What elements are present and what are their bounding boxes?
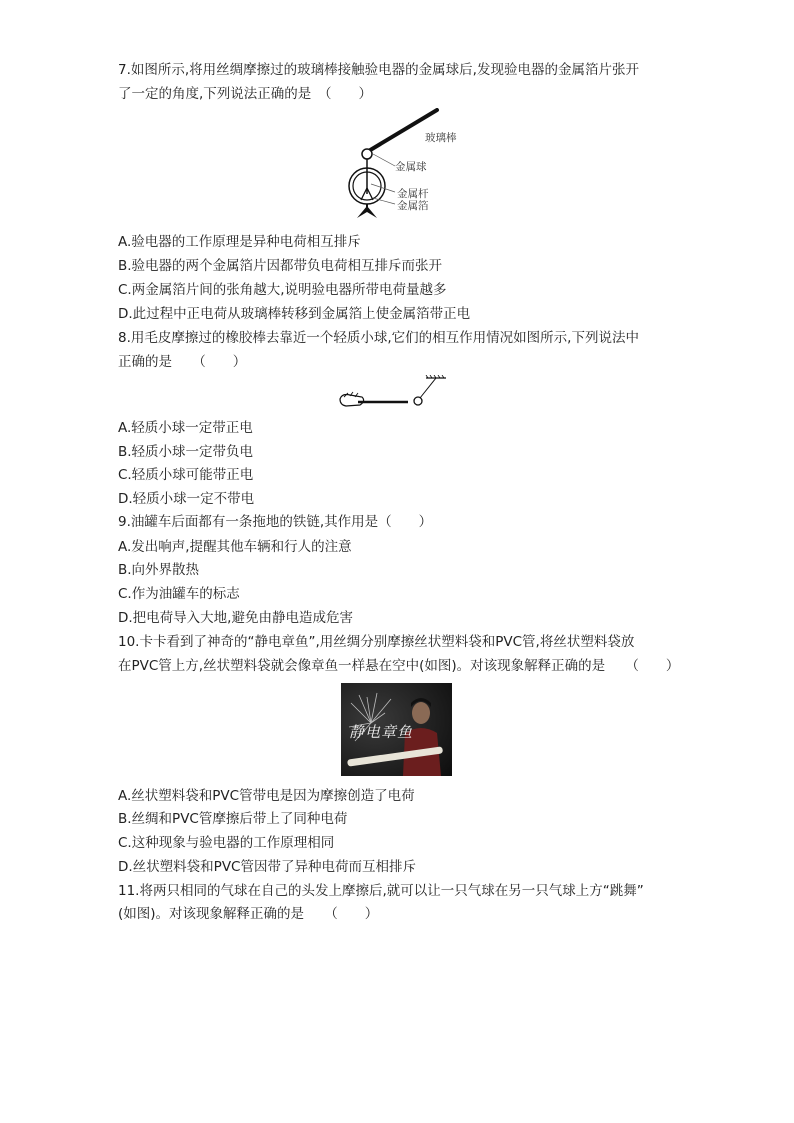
q8-stem-line2: 正确的是 （ ） <box>118 354 247 370</box>
q9-option-b: B.向外界散热 <box>118 562 200 578</box>
q7-option-d: D.此过程中正电荷从玻璃棒转移到金属箔上使金属箔带正电 <box>118 306 471 322</box>
q7-stem-line2: 了一定的角度,下列说法正确的是 （ ） <box>118 86 373 102</box>
q8-option-b: B.轻质小球一定带负电 <box>118 444 254 460</box>
q7-option-c: C.两金属箔片间的张角越大,说明验电器所带电荷量越多 <box>118 282 447 298</box>
q9-option-c: C.作为油罐车的标志 <box>118 586 240 602</box>
q10-stem-line1: 10.卡卡看到了神奇的“静电章鱼”,用丝绸分别摩擦丝状塑料袋和PVC管,将丝状塑料袋放 <box>118 634 635 650</box>
q8-stem-line1: 8.用毛皮摩擦过的橡胶棒去靠近一个轻质小球,它们的相互作用情况如图所示,下列说法中 <box>118 330 639 346</box>
label-glass-rod: 玻璃棒 <box>425 132 457 144</box>
label-metal-foil: 金属箔 <box>397 200 429 212</box>
q7-option-b: B.验电器的两个金属箔片因都带负电荷相互排斥而张开 <box>118 258 443 274</box>
q8-option-c: C.轻质小球可能带正电 <box>118 467 254 483</box>
electroscope-figure <box>345 108 475 224</box>
rubber-rod-drawing <box>338 375 458 411</box>
q10-option-d: D.丝状塑料袋和PVC管因带了异种电荷而互相排斥 <box>118 859 416 875</box>
q10-stem-line2: 在PVC管上方,丝状塑料袋就会像章鱼一样悬在空中(如图)。对该现象解释正确的是 （ ） <box>118 658 680 674</box>
q9-option-a: A.发出响声,提醒其他车辆和行人的注意 <box>118 539 352 555</box>
q8-option-a: A.轻质小球一定带正电 <box>118 420 253 436</box>
static-octopus-photo <box>341 683 452 776</box>
photo-caption: 静电章鱼 <box>349 723 414 741</box>
q7-option-a: A.验电器的工作原理是异种电荷相互排斥 <box>118 234 361 250</box>
q8-option-d: D.轻质小球一定不带电 <box>118 491 255 507</box>
q11-stem-line1: 11.将两只相同的气球在自己的头发上摩擦后,就可以让一只气球在另一只气球上方“跳舞” <box>118 883 644 899</box>
q11-stem-line2: (如图)。对该现象解释正确的是 （ ） <box>118 906 379 922</box>
label-metal-stem: 金属杆 <box>397 188 429 200</box>
q7-stem-line1: 7.如图所示,将用丝绸摩擦过的玻璃棒接触验电器的金属球后,发现验电器的金属箔片张开 <box>118 62 639 78</box>
rubber-rod-figure <box>338 375 458 411</box>
label-metal-ball: 金属球 <box>395 161 427 173</box>
q10-option-a: A.丝状塑料袋和PVC管带电是因为摩擦创造了电荷 <box>118 788 415 804</box>
q9-stem: 9.油罐车后面都有一条拖地的铁链,其作用是（ ） <box>118 514 433 530</box>
q10-option-b: B.丝绸和PVC管摩擦后带上了同种电荷 <box>118 811 348 827</box>
q10-option-c: C.这种现象与验电器的工作原理相同 <box>118 835 335 851</box>
q9-option-d: D.把电荷导入大地,避免由静电造成危害 <box>118 610 353 626</box>
